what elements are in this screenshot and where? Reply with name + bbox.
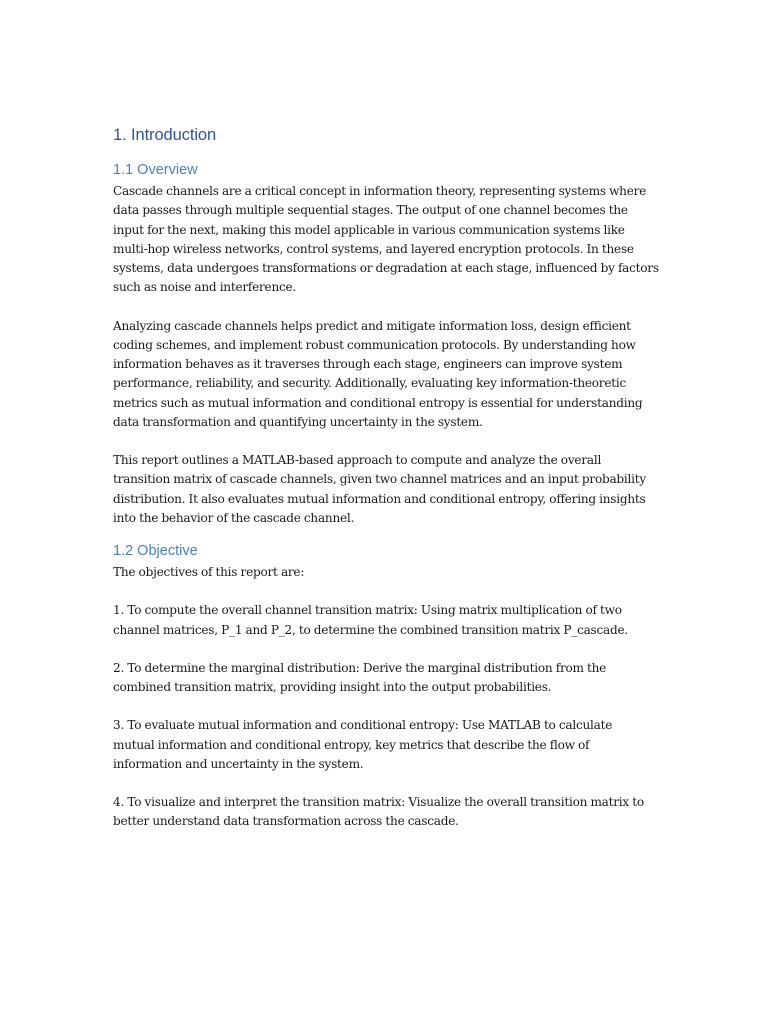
text-line: This report outlines a MATLAB-based approach to compute and analyze the overall	[113, 453, 602, 467]
document-page	[113, 124, 661, 832]
text-line: 1. To compute the overall channel transition matrix: Using matrix multiplication of two	[113, 603, 622, 618]
objective-item-2	[113, 659, 661, 698]
text-line: information and uncertainty in the system.	[113, 756, 364, 771]
text-line: information behaves as it traverses through each stage, engineers can improve system	[113, 357, 623, 371]
text-line: coding schemes, and implement robust communication protocols. By understanding how	[113, 337, 636, 352]
text-line: metrics such as mutual information and conditional entropy is essential for understanding	[113, 395, 643, 410]
text-line: systems, data undergoes transformations or degradation at each stage, influenced by factors	[113, 261, 659, 275]
subsection-heading-overview: 1.1 Overview	[113, 162, 198, 178]
text-line: data transformation and quantifying uncertainty in the system.	[113, 414, 483, 429]
text-line: into the behavior of the cascade channel.	[113, 510, 355, 525]
objective-item-4	[113, 793, 661, 832]
text-line: such as noise and interference.	[113, 280, 297, 295]
text-line: Cascade channels are a critical concept in information theory, representing systems where	[113, 184, 647, 198]
overview-paragraph-1	[113, 182, 661, 298]
overview-paragraph-3	[113, 451, 661, 528]
text-line: performance, reliability, and security. Additionally, evaluating key information-theoretic	[113, 376, 626, 391]
text-line: mutual information and conditional entropy, key metrics that describe the flow of	[113, 737, 590, 752]
objective-item-1	[113, 601, 661, 640]
text-line: input for the next, making this model applicable in various communication systems like	[113, 222, 625, 237]
text-line: channel matrices, P_1 and P_2, to determine the combined transition matrix P_cascade.	[113, 622, 628, 637]
text-line: combined transition matrix, providing insight into the output probabilities.	[113, 680, 552, 694]
text-line: data passes through multiple sequential stages. The output of one channel becomes the	[113, 203, 628, 218]
subsection-heading-objective: 1.2 Objective	[113, 543, 198, 559]
objective-intro	[113, 563, 661, 582]
text-line: multi-hop wireless networks, control systems, and layered encryption protocols. In these	[113, 241, 634, 256]
text-line: The objectives of this report are:	[113, 565, 305, 579]
overview-paragraph-2	[113, 317, 661, 433]
text-line: 4. To visualize and interpret the transition matrix: Visualize the overall transition matrix to	[113, 795, 644, 809]
text-line: transition matrix of cascade channels, given two channel matrices and an input probability	[113, 472, 646, 487]
text-line: distribution. It also evaluates mutual information and conditional entropy, offering insights	[113, 491, 646, 506]
text-line: 2. To determine the marginal distribution: Derive the marginal distribution from the	[113, 660, 607, 675]
text-line: 3. To evaluate mutual information and conditional entropy: Use MATLAB to calculate	[113, 718, 613, 733]
objective-item-3	[113, 716, 661, 774]
text-line: Analyzing cascade channels helps predict and mitigate information loss, design efficient	[113, 318, 631, 333]
text-line: better understand data transformation across the cascade.	[113, 814, 459, 829]
section-heading-introduction: 1. Introduction	[113, 126, 217, 144]
